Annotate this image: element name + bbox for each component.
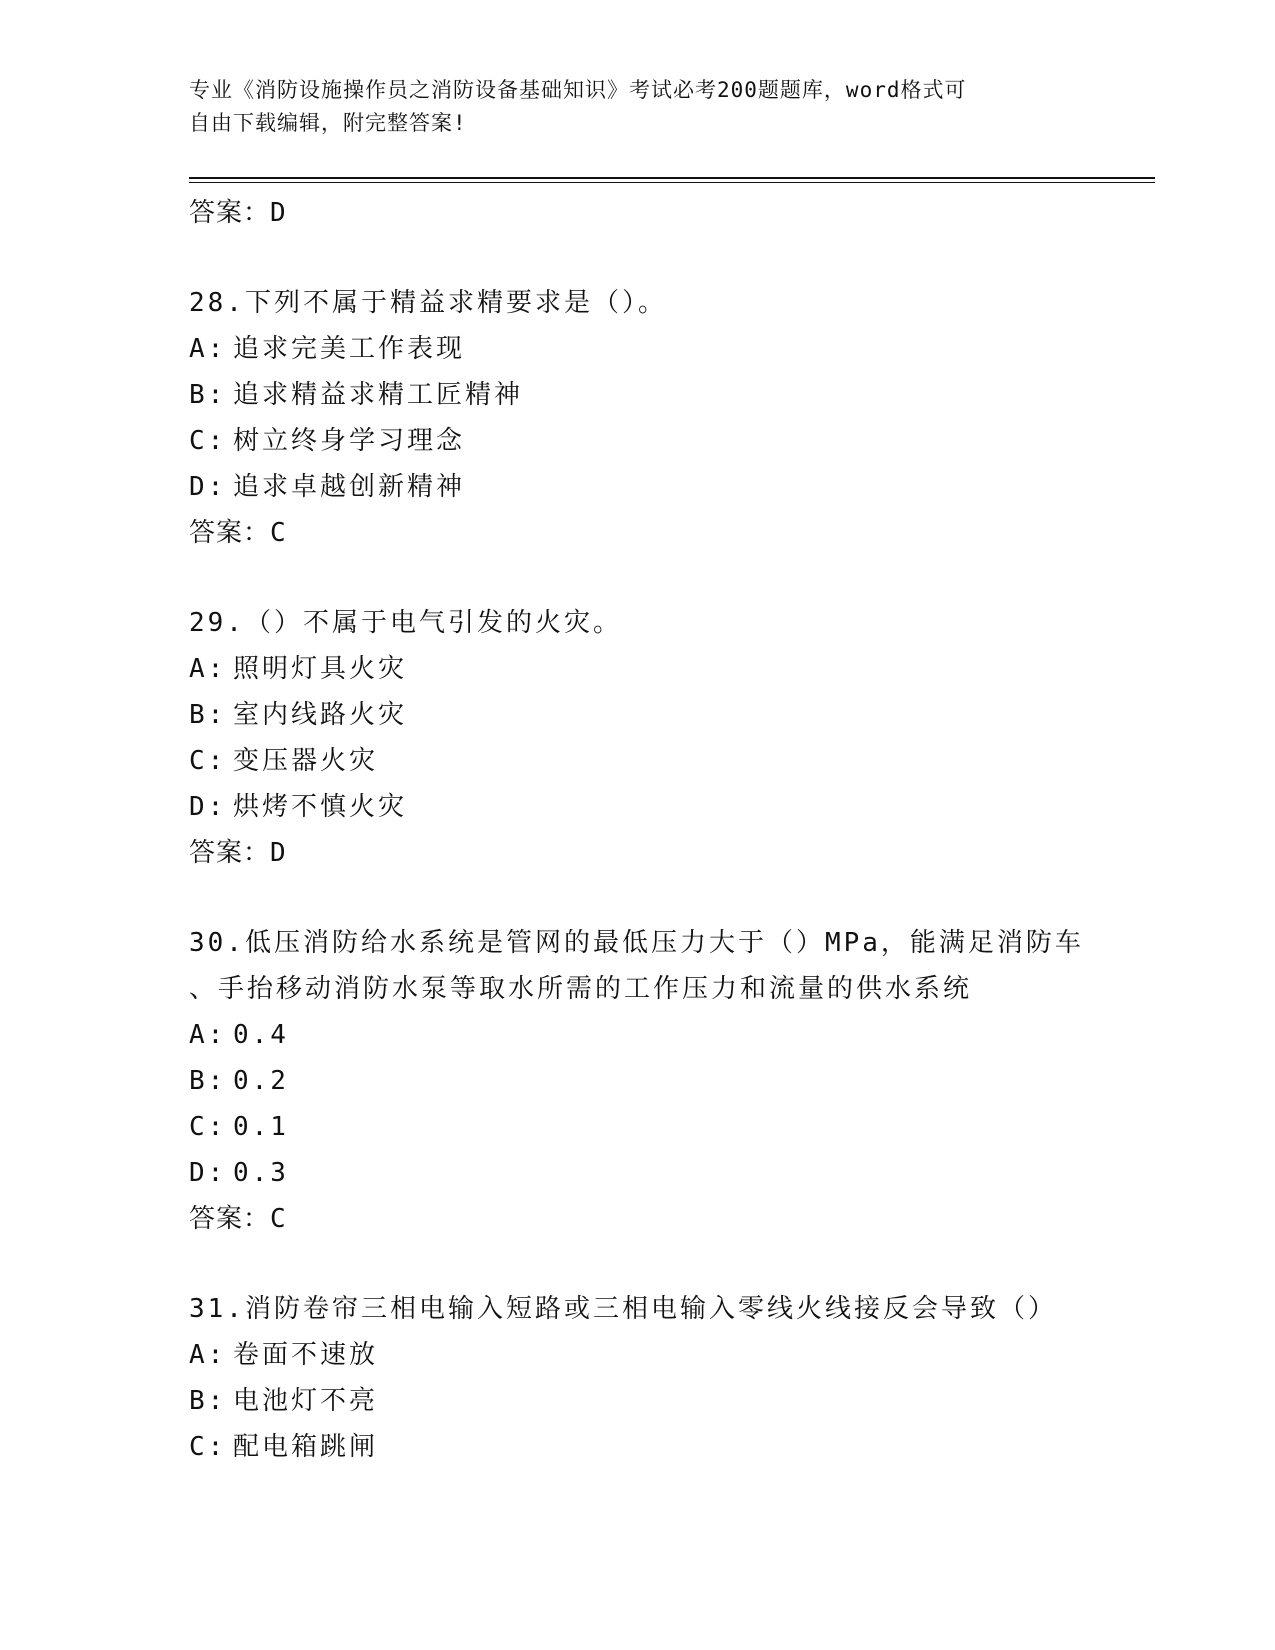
option-c	[189, 1104, 1089, 1150]
option-letter: C:	[189, 1112, 227, 1142]
question-block	[189, 600, 1089, 876]
option-letter: C:	[189, 1432, 227, 1462]
answer-value: C	[270, 518, 287, 548]
header-divider	[189, 177, 1155, 179]
option-text: 电池灯不亮	[233, 1386, 379, 1416]
question-text: 31.消防卷帘三相电输入短路或三相电输入零线火线接反会导致（）	[189, 1294, 1057, 1324]
option-letter: D:	[189, 1158, 227, 1188]
spacer	[189, 556, 1089, 600]
option-text: 0.3	[233, 1158, 289, 1188]
answer-value: D	[270, 838, 287, 868]
option-text: 变压器火灾	[233, 746, 379, 776]
option-letter: A:	[189, 1340, 227, 1370]
option-letter: A:	[189, 334, 227, 364]
option-text: 照明灯具火灾	[233, 654, 408, 684]
question-block	[189, 280, 1089, 556]
answer-line	[189, 1196, 1089, 1242]
answer-value: D	[270, 198, 287, 228]
option-text: 室内线路火灾	[233, 700, 408, 730]
option-letter: B:	[189, 380, 227, 410]
question-block	[189, 1286, 1089, 1470]
option-c	[189, 418, 1089, 464]
question-text: 28.下列不属于精益求精要求是（）。	[189, 288, 667, 318]
option-b	[189, 1378, 1089, 1424]
option-letter: D:	[189, 472, 227, 502]
option-letter: B:	[189, 1386, 227, 1416]
option-letter: A:	[189, 654, 227, 684]
option-letter: C:	[189, 746, 227, 776]
option-letter: B:	[189, 700, 227, 730]
option-letter: A:	[189, 1020, 227, 1050]
option-letter: B:	[189, 1066, 227, 1096]
option-d	[189, 464, 1089, 510]
question-block	[189, 920, 1089, 1242]
option-a	[189, 646, 1089, 692]
option-text: 0.4	[233, 1020, 289, 1050]
option-text: 烘烤不慎火灾	[233, 792, 408, 822]
option-text: 追求完美工作表现	[233, 334, 466, 364]
option-a	[189, 1012, 1089, 1058]
answer-label: 答案：	[189, 1204, 271, 1234]
option-a	[189, 326, 1089, 372]
option-d	[189, 784, 1089, 830]
option-c	[189, 1424, 1089, 1470]
option-text: 追求精益求精工匠精神	[233, 380, 524, 410]
spacer	[189, 876, 1089, 920]
option-text: 卷面不速放	[233, 1340, 379, 1370]
answer-value: C	[270, 1204, 287, 1234]
option-text: 树立终身学习理念	[233, 426, 466, 456]
option-text: 0.1	[233, 1112, 289, 1142]
option-b	[189, 372, 1089, 418]
answer-label: 答案：	[189, 518, 271, 548]
option-text: 0.2	[233, 1066, 289, 1096]
option-d	[189, 1150, 1089, 1196]
answer-line	[189, 830, 1089, 876]
spacer	[189, 236, 1089, 280]
answer-label: 答案：	[189, 198, 271, 228]
answer-line	[189, 190, 1089, 236]
answer-line	[189, 510, 1089, 556]
header-line-1: 专业《消防设施操作员之消防设备基础知识》考试必考200题题库，word格式可	[189, 78, 967, 102]
option-c	[189, 738, 1089, 784]
question-text: 30.低压消防给水系统是管网的最低压力大于（）MPa，能满足消防车	[189, 928, 1084, 958]
option-b	[189, 692, 1089, 738]
option-b	[189, 1058, 1089, 1104]
option-a	[189, 1332, 1089, 1378]
option-letter: C:	[189, 426, 227, 456]
answer-label: 答案：	[189, 838, 271, 868]
document-header	[189, 74, 1069, 140]
spacer	[189, 1242, 1089, 1286]
option-text: 追求卓越创新精神	[233, 472, 466, 502]
header-divider-thin	[189, 182, 1155, 183]
option-text: 配电箱跳闸	[233, 1432, 379, 1462]
question-text-continued: 、手抬移动消防水泵等取水所需的工作压力和流量的供水系统	[189, 974, 973, 1004]
question-text: 29.（）不属于电气引发的火灾。	[189, 608, 622, 638]
question-list	[189, 190, 1089, 1470]
option-letter: D:	[189, 792, 227, 822]
header-line-2: 自由下载编辑，附完整答案!	[189, 111, 467, 135]
